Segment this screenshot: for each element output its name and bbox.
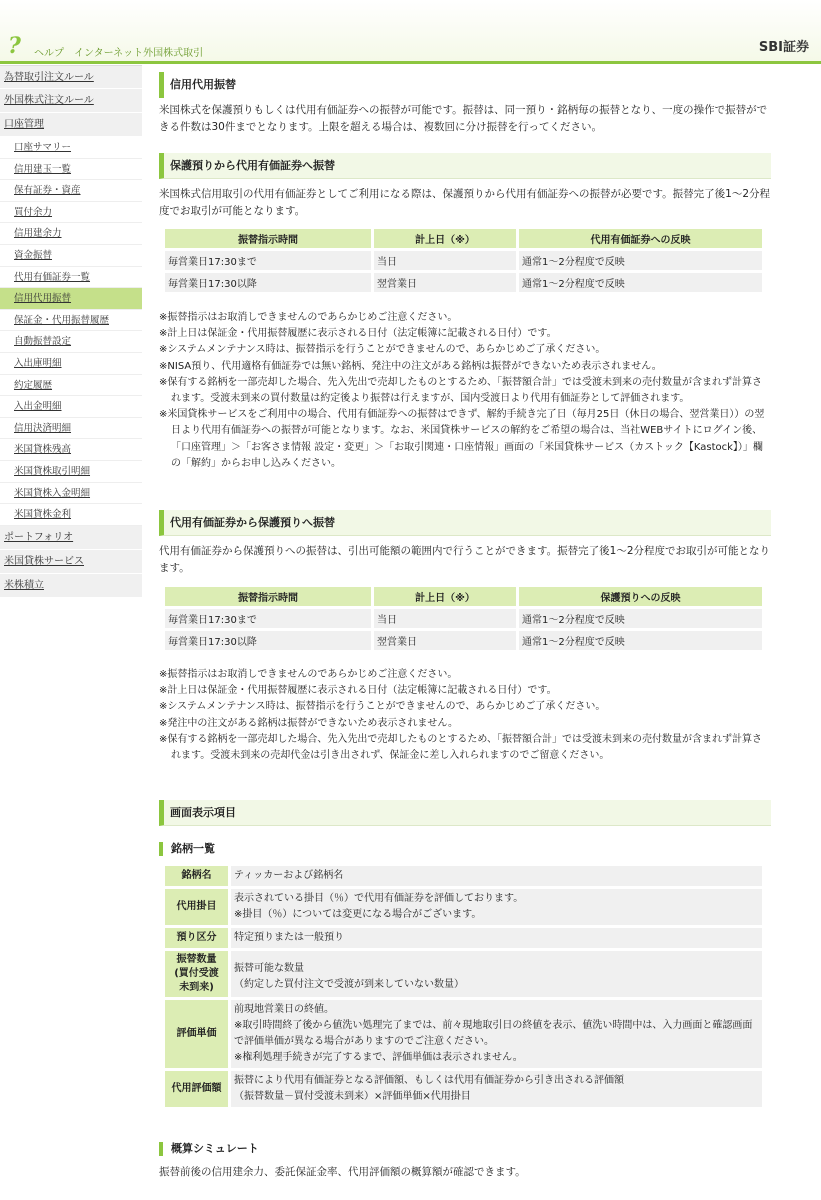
- table-cell: 毎営業日17:30まで: [165, 251, 371, 270]
- table-cell: 毎営業日17:30以降: [165, 631, 371, 650]
- sidebar-subitem[interactable]: 米国貸株残高: [0, 439, 142, 461]
- column-header: 振替指示時間: [165, 587, 371, 606]
- section-title: 保護預りから代用有価証券へ振替: [159, 153, 771, 179]
- table-cell: 通常1〜2分程度で反映: [519, 609, 762, 628]
- help-category: インターネット外国株式取引: [74, 48, 204, 59]
- sidebar-subitem[interactable]: 信用決済明細: [0, 418, 142, 440]
- sidebar-subitem[interactable]: 入出金明細: [0, 396, 142, 418]
- item-value: [231, 1000, 762, 1068]
- table-row: [165, 631, 762, 650]
- note-item: ※ 米国貸株サービスをご利用中の場合、代用有価証券への振替はできず、解約手続き完了日（毎月25日（休日の場合、翌営業日））の翌日より代用有価証券への振替が可能となります。なお、米国貸株サービスの解約をご希望の場合は、当社WEBサイトにログイン後、「口座管理」＞「お客さま情報 設定・変更」＞「お取引関連・口座情報」画面の「米国貸株サービス（カストック【Kastock】）」欄の「解約」からお申し込みください。: [159, 407, 771, 472]
- section-description: 米国株式信用取引の代用有価証券としてご利用になる際は、保護預りから代用有価証券への振替が必要です。振替完了後1〜2分程度でお取引が可能となります。: [159, 188, 771, 217]
- table-cell: 翌営業日: [374, 273, 516, 292]
- sidebar-subitem[interactable]: 信用建余力: [0, 223, 142, 245]
- table-row: [165, 273, 762, 292]
- section-description: 代用有価証券から保護預りへの振替は、引出可能額の範囲内で行うことができます。振替完了後1〜2分程度でお取引が可能となります。: [159, 545, 771, 574]
- sidebar-subitem[interactable]: 米国貸株金利: [0, 504, 142, 526]
- sidebar-item-foreign-stock-order-rules[interactable]: 外国株式注文ルール: [0, 89, 142, 113]
- item-text: ※取引時間終了後から値洗い処理完了までは、前々現地取引日の終値を表示、値洗い時間中は、入力画面と確認画面で評価単価が異なる場合がありますのでご注意ください。: [234, 1020, 753, 1047]
- sidebar-subitem[interactable]: 自動振替設定: [0, 331, 142, 353]
- table-cell: 通常1〜2分程度で反映: [519, 273, 762, 292]
- transfer-schedule-table: [162, 584, 765, 653]
- sidebar-subitem[interactable]: 信用建玉一覧: [0, 159, 142, 181]
- item-label: 代用評価額: [165, 1071, 228, 1107]
- sidebar-subitem[interactable]: 口座サマリー: [0, 137, 142, 159]
- item-label: 振替数量 (買付受渡 未到来): [165, 951, 228, 997]
- sidebar-subitem[interactable]: 米国貸株取引明細: [0, 461, 142, 483]
- item-value: [231, 866, 762, 886]
- item-label: 銘柄名: [165, 866, 228, 886]
- subsection-title: 概算シミュレート: [159, 1142, 259, 1156]
- item-text: 振替により代用有価証券となる評価額、もしくは代用有価証券から引き出される評価額: [234, 1075, 624, 1086]
- table-row: [165, 866, 762, 886]
- note-item: ※ 計上日は保証金・代用振替履歴に表示される日付（法定帳簿に記載される日付）です。: [159, 683, 771, 699]
- table-row: [165, 1071, 762, 1107]
- page-title: 信用代用振替: [159, 72, 771, 98]
- sidebar-item-us-stock-lending[interactable]: 米国貸株サービス: [0, 550, 142, 574]
- note-item: ※ NISA預り、代用適格有価証券では無い銘柄、発注中の注文がある銘柄は振替ができないため表示されません。: [159, 359, 771, 375]
- item-text: ティッカーおよび銘柄名: [234, 870, 344, 881]
- item-text: （約定した買付注文で受渡が到来していない数量）: [234, 979, 464, 990]
- notes-list: [159, 667, 771, 764]
- table-cell: 当日: [374, 251, 516, 270]
- sidebar-subitem[interactable]: 保有証券・資産: [0, 180, 142, 202]
- table-cell: 通常1〜2分程度で反映: [519, 631, 762, 650]
- sbi-logo: SBI証券: [758, 40, 809, 55]
- note-item: ※ システムメンテナンス時は、振替指示を行うことができませんので、あらかじめご了承ください。: [159, 342, 771, 358]
- section-description: 振替前後の信用建余力、委託保証金率、代用評価額の概算額が確認できます。: [159, 1166, 526, 1178]
- sidebar-item-account-management[interactable]: 口座管理: [0, 113, 142, 137]
- sidebar-item-portfolio[interactable]: ポートフォリオ: [0, 526, 142, 550]
- sidebar-subitem[interactable]: 買付余力: [0, 202, 142, 224]
- header-title: [24, 44, 203, 59]
- help-label: ヘルプ: [34, 48, 64, 59]
- note-item: ※ システムメンテナンス時は、振替指示を行うことができませんので、あらかじめご了承ください。: [159, 699, 771, 715]
- item-value: [231, 1071, 762, 1107]
- table-cell: 毎営業日17:30以降: [165, 273, 371, 292]
- item-label: 預り区分: [165, 928, 228, 948]
- table-row: [165, 951, 762, 997]
- item-text: 前現地営業日の終値。: [234, 1004, 334, 1015]
- item-text: 振替可能な数量: [234, 963, 304, 974]
- column-header: 計上日（※）: [374, 587, 516, 606]
- table-cell: 通常1〜2分程度で反映: [519, 251, 762, 270]
- note-item: ※ 発注中の注文がある銘柄は振替ができないため表示されません。: [159, 716, 771, 732]
- table-cell: 翌営業日: [374, 631, 516, 650]
- item-text: （振替数量－買付受渡未到来）×評価単価×代用掛目: [234, 1091, 471, 1102]
- note-item: ※ 計上日は保証金・代用振替履歴に表示される日付（法定帳簿に記載される日付）です。: [159, 326, 771, 342]
- sidebar-subitem[interactable]: 約定履歴: [0, 375, 142, 397]
- note-item: ※ 振替指示はお取消しできませんのであらかじめご注意ください。: [159, 667, 771, 683]
- table-row: [165, 1000, 762, 1068]
- section-title: 代用有価証券から保護預りへ振替: [159, 510, 771, 536]
- column-header: 保護預りへの反映: [519, 587, 762, 606]
- item-label: 代用掛目: [165, 889, 228, 925]
- sidebar-subitem-active[interactable]: 信用代用振替: [0, 288, 142, 310]
- item-label: 評価単価: [165, 1000, 228, 1068]
- sidebar-subitem[interactable]: 米国貸株入金明細: [0, 483, 142, 505]
- column-header: 代用有価証券への反映: [519, 229, 762, 248]
- table-row: [165, 609, 762, 628]
- item-text: ※掛目（％）については変更になる場合がございます。: [234, 909, 482, 920]
- sidebar: [0, 65, 142, 598]
- note-item: ※ 保有する銘柄を一部売却した場合、先入先出で売却したものとするため、「振替額合計」では受渡未到来の売付数量が含まれず計算されます。受渡未到来の売却代金は引き出されず、保証金に差し入れられますのでご留意ください。: [159, 732, 771, 764]
- help-icon: ?: [8, 33, 21, 59]
- item-value: [231, 951, 762, 997]
- note-item: ※ 振替指示はお取消しできませんのであらかじめご注意ください。: [159, 310, 771, 326]
- item-text: ※権利処理手続きが完了するまで、評価単価は表示されません。: [234, 1052, 523, 1063]
- notes-list: [159, 310, 771, 472]
- intro-text: 米国株式を保護預りもしくは代用有価証券への振替が可能です。振替は、同一預り・銘柄毎の振替となり、一度の操作で振替ができる件数は30件までとなります。上限を超える場合は、複数回に分け振替を行ってください。: [159, 104, 768, 133]
- page-header: [0, 0, 821, 64]
- subsection-title: 銘柄一覧: [159, 842, 215, 856]
- item-value: [231, 928, 762, 948]
- display-items-table: [162, 863, 765, 1110]
- column-header: 計上日（※）: [374, 229, 516, 248]
- sidebar-subitem[interactable]: 資金振替: [0, 245, 142, 267]
- transfer-schedule-table: [162, 226, 765, 295]
- sidebar-subitem[interactable]: 代用有価証券一覧: [0, 267, 142, 289]
- sidebar-item-us-stock-accumulation[interactable]: 米株積立: [0, 574, 142, 598]
- section-title: 画面表示項目: [159, 800, 771, 826]
- table-row: [165, 251, 762, 270]
- table-row: [165, 928, 762, 948]
- item-value: [231, 889, 762, 925]
- table-row: [165, 889, 762, 925]
- sidebar-subitem[interactable]: 入出庫明細: [0, 353, 142, 375]
- item-text: 表示されている掛目（％）で代用有価証券を評価しております。: [234, 893, 524, 904]
- table-cell: 毎営業日17:30まで: [165, 609, 371, 628]
- sidebar-item-fx-order-rules[interactable]: 為替取引注文ルール: [0, 65, 142, 89]
- sidebar-subitem[interactable]: 保証金・代用振替履歴: [0, 310, 142, 332]
- note-item: ※ 保有する銘柄を一部売却した場合、先入先出で売却したものとするため、「振替額合計」では受渡未到来の売付数量が含まれず計算されます。受渡未到来の買付数量は約定後より振替は行えますが、国内受渡日より代用有価証券として評価されます。: [159, 375, 771, 407]
- item-text: 特定預りまたは一般預り: [234, 932, 344, 943]
- table-cell: 当日: [374, 609, 516, 628]
- column-header: 振替指示時間: [165, 229, 371, 248]
